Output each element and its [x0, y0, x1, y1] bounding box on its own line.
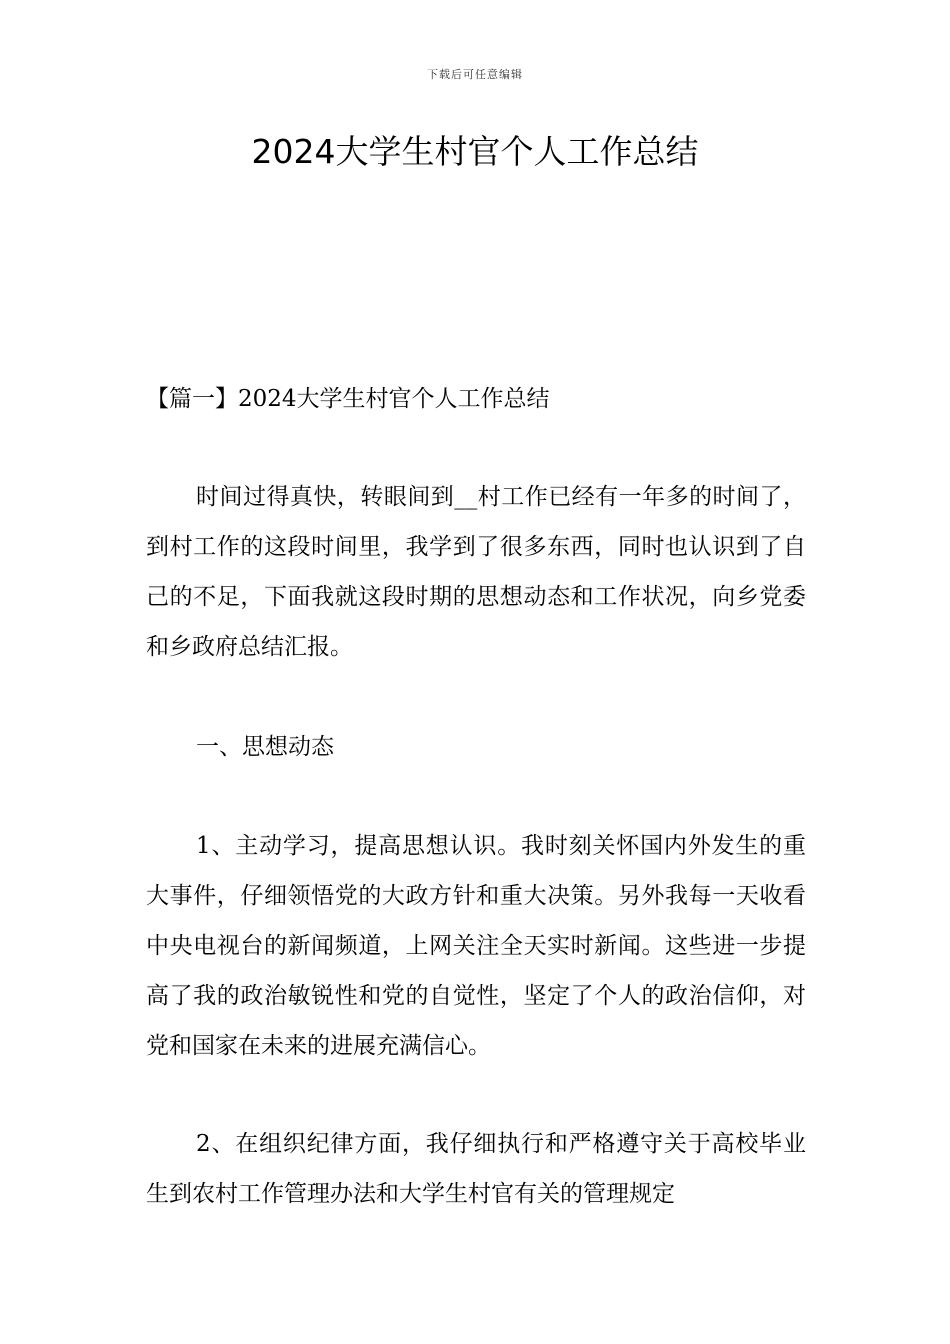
- header-note: 下载后可任意编辑: [427, 68, 523, 81]
- paragraph-study: 1、主动学习，提高思想认识。我时刻关怀国内外发生的重大事件，仔细领悟党的大政方针和重大决策。另外我每一天收看中央电视台的新闻频道，上网关注全天实时新闻。这些进一步提高了我的政治敏锐性和党的自觉性，坚定了个人的政治信仰，对党和国家在未来的进展充满信心。: [146, 833, 806, 1059]
- document-title: 2024大学生村官个人工作总结: [251, 132, 699, 171]
- intro-paragraph: 时间过得真快，转眼间到__村工作已经有一年多的时间了，到村工作的这段时间里，我学到了很多东西，同时也认识到了自己的不足，下面我就这段时期的思想动态和工作状况，向乡党委和乡政府总结汇报。: [146, 484, 806, 660]
- paragraph-discipline: 2、在组织纪律方面，我仔细执行和严格遵守关于高校毕业生到农村工作管理办法和大学生村官有关的管理规定: [146, 1131, 806, 1207]
- subheading-thoughts: 一、思想动态: [196, 734, 334, 760]
- section-heading: 【篇一】2024大学生村官个人工作总结: [146, 386, 550, 412]
